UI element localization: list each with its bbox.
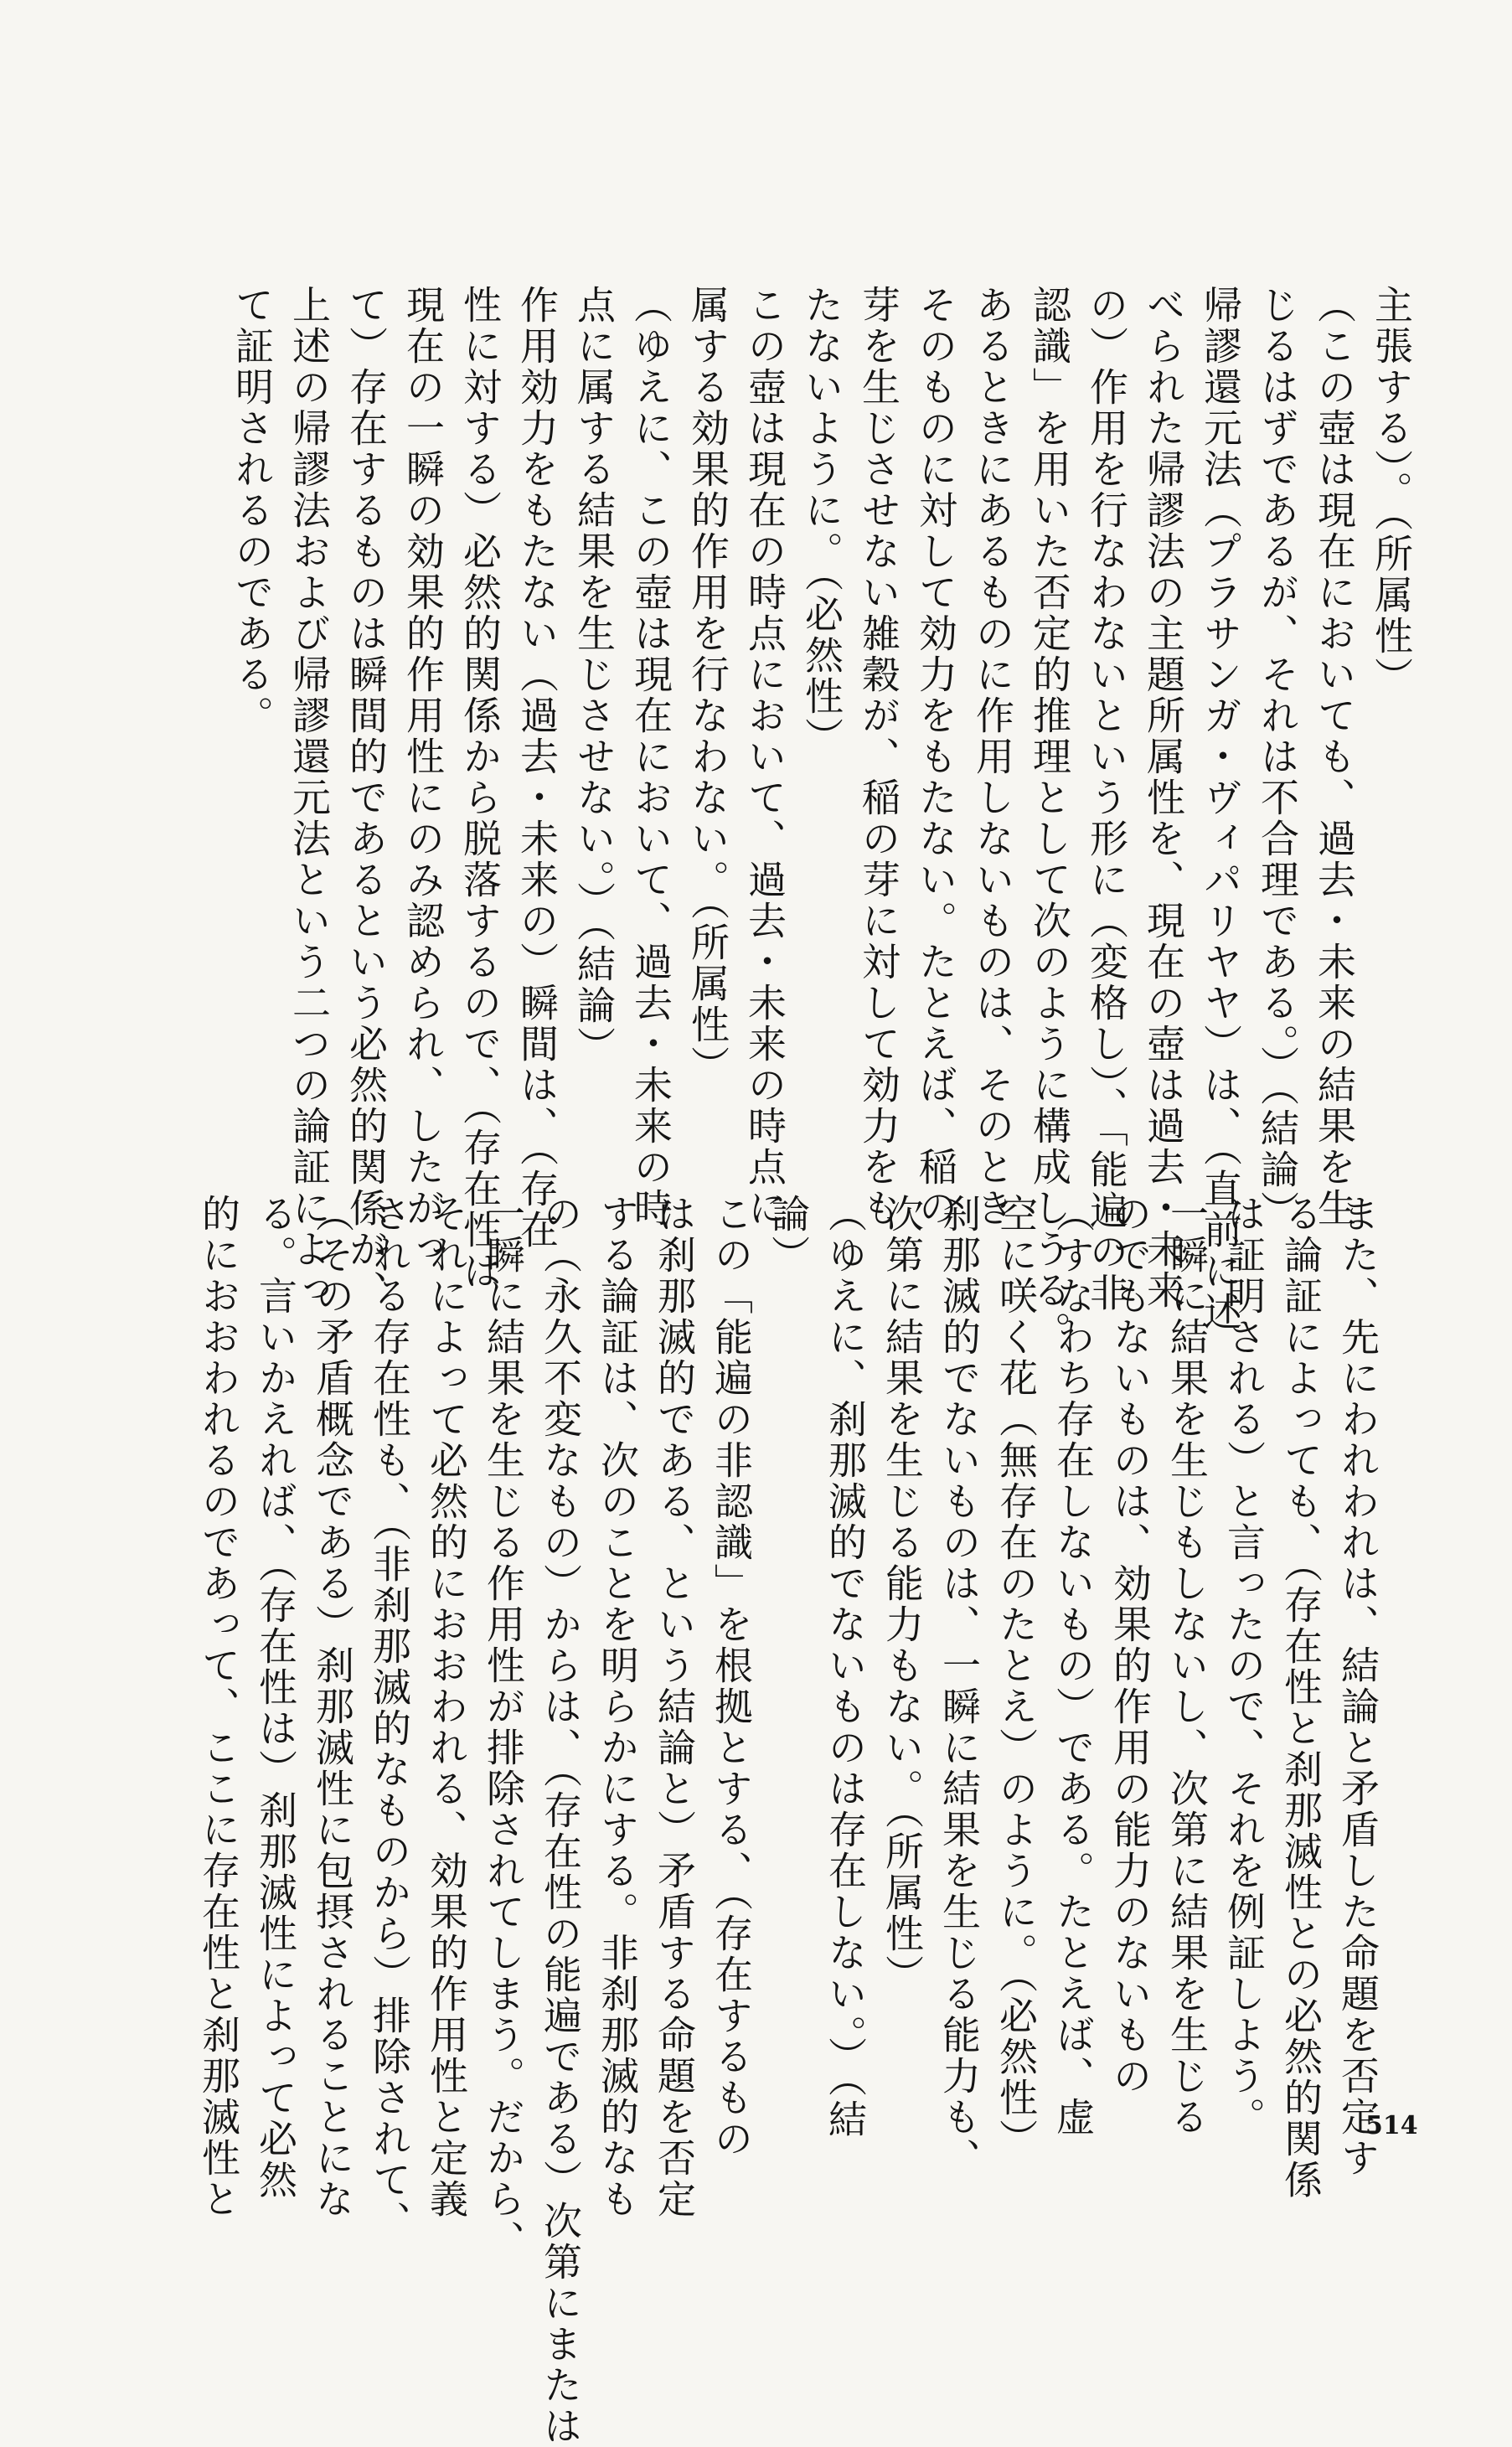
text-line: そのものに対して効力をもたない。たとえば、稲の: [913, 285, 958, 1229]
text-line: の（永久不変なもの）からは、（存在性の能遍である）次第にまたは: [538, 1194, 583, 2447]
text-line: は証明される）と言ったので、それを例証しよう。: [1221, 1194, 1267, 2138]
text-line: また、先にわれわれは、結論と矛盾した命題を否定す: [1335, 1194, 1380, 2179]
text-line: 的におおわれるのであって、ここに存在性と刹那滅性と: [196, 1194, 241, 2220]
text-line: る。言いかえれば、（存在性は）刹那滅性によって必然: [253, 1194, 298, 2201]
text-line: 芽を生じさせない雑穀が、稲の芽に対して効力をも: [856, 285, 901, 1229]
text-line: （その矛盾概念である）刹那滅性に包摂されることにな: [310, 1194, 355, 2220]
text-line: 空に咲く花（無存在のたとえ）のように。（必然性）: [993, 1194, 1039, 2160]
text-line: この壺は現在の時点において、過去・未来の時点に: [742, 285, 787, 1229]
text-line: 認識」を用いた否定的推理として次のように構成しうる。: [1027, 285, 1072, 1352]
text-line: 一瞬に結果を生じもしないし、次第に結果を生じる: [1164, 1194, 1210, 2138]
text-line: （ゆえに、刹那滅的でないものは存在しない。）（結: [823, 1194, 868, 2140]
text-line: 上述の帰謬法および帰謬還元法という二つの論証によっ: [286, 285, 332, 1311]
text-line: される存在性も、（非刹那滅的なものから）排除されて、: [367, 1194, 412, 2242]
text-line: 論）: [766, 1194, 811, 1276]
text-line: 点に属する結果を生じさせない。）（結論）: [571, 285, 617, 1067]
page-number: 514: [1365, 2111, 1418, 2140]
text-line: のでもないものは、効果的作用の能力のないもの: [1107, 1194, 1153, 2097]
text-line: 刹那滅的でないものは、一瞬に結果を生じる能力も、: [937, 1194, 982, 2179]
text-line: （すなわち存在しないもの）である。たとえば、虚: [1050, 1194, 1096, 2138]
text-line: は刹那滅的である、という結論と）矛盾する命題を否定: [652, 1194, 697, 2220]
text-line: 一瞬に結果を生じる作用性が排除されてしまう。だから、: [481, 1194, 526, 2261]
text-line: （ゆえに、この壺は現在において、過去・未来の時: [628, 285, 673, 1229]
text-line: あるときにあるものに作用しないものは、そのとき: [970, 285, 1015, 1229]
text-line: する論証は、次のことを明らかにする。非刹那滅的なも: [595, 1194, 640, 2220]
top-text-block: [180, 285, 1420, 1352]
text-line: る論証によっても、（存在性と刹那滅性との必然的関係: [1278, 1194, 1324, 2201]
text-line: べられた帰謬法の主題所属性を、現在の壺は過去・未来: [1141, 285, 1186, 1311]
text-line: じるはずであるが、それは不合理である。）（結論）: [1255, 285, 1300, 1231]
text-line: 属する効果的作用を行なわない。（所属性）: [685, 285, 730, 1087]
text-line: 次第に結果を生じる能力もない。（所属性）: [880, 1194, 925, 1995]
text-line: 主張する）。（所属性）: [1369, 285, 1414, 698]
text-line: 現在の一瞬の効果的作用性にのみ認められ、したがっ: [400, 285, 446, 1270]
text-line: （この壺は現在においても、過去・未来の結果を生: [1312, 285, 1357, 1229]
text-line: 性に対する）必然的関係から脱落するので、（存在性は: [457, 285, 503, 1292]
text-line: て証明されるのである。: [230, 285, 275, 736]
text-line: て）存在するものは瞬間的であるという必然的関係が、: [343, 285, 389, 1311]
text-line: たないように。（必然性）: [799, 285, 844, 758]
text-line: 帰謬還元法（プラサンガ・ヴィパリヤヤ）は、（直前に述: [1198, 285, 1243, 1333]
text-line: この「能遍の非認識」を根拠とする、（存在するもの: [709, 1194, 754, 2160]
text-line: の）作用を行なわないという形に（変格し）、「能遍の非: [1084, 285, 1129, 1314]
text-line: それによって必然的におおわれる、効果的作用性と定義: [424, 1194, 469, 2220]
text-line: 作用効力をもたない（過去・未来の）瞬間は、（存在: [514, 285, 560, 1251]
bottom-text-block: [163, 1194, 1386, 2447]
